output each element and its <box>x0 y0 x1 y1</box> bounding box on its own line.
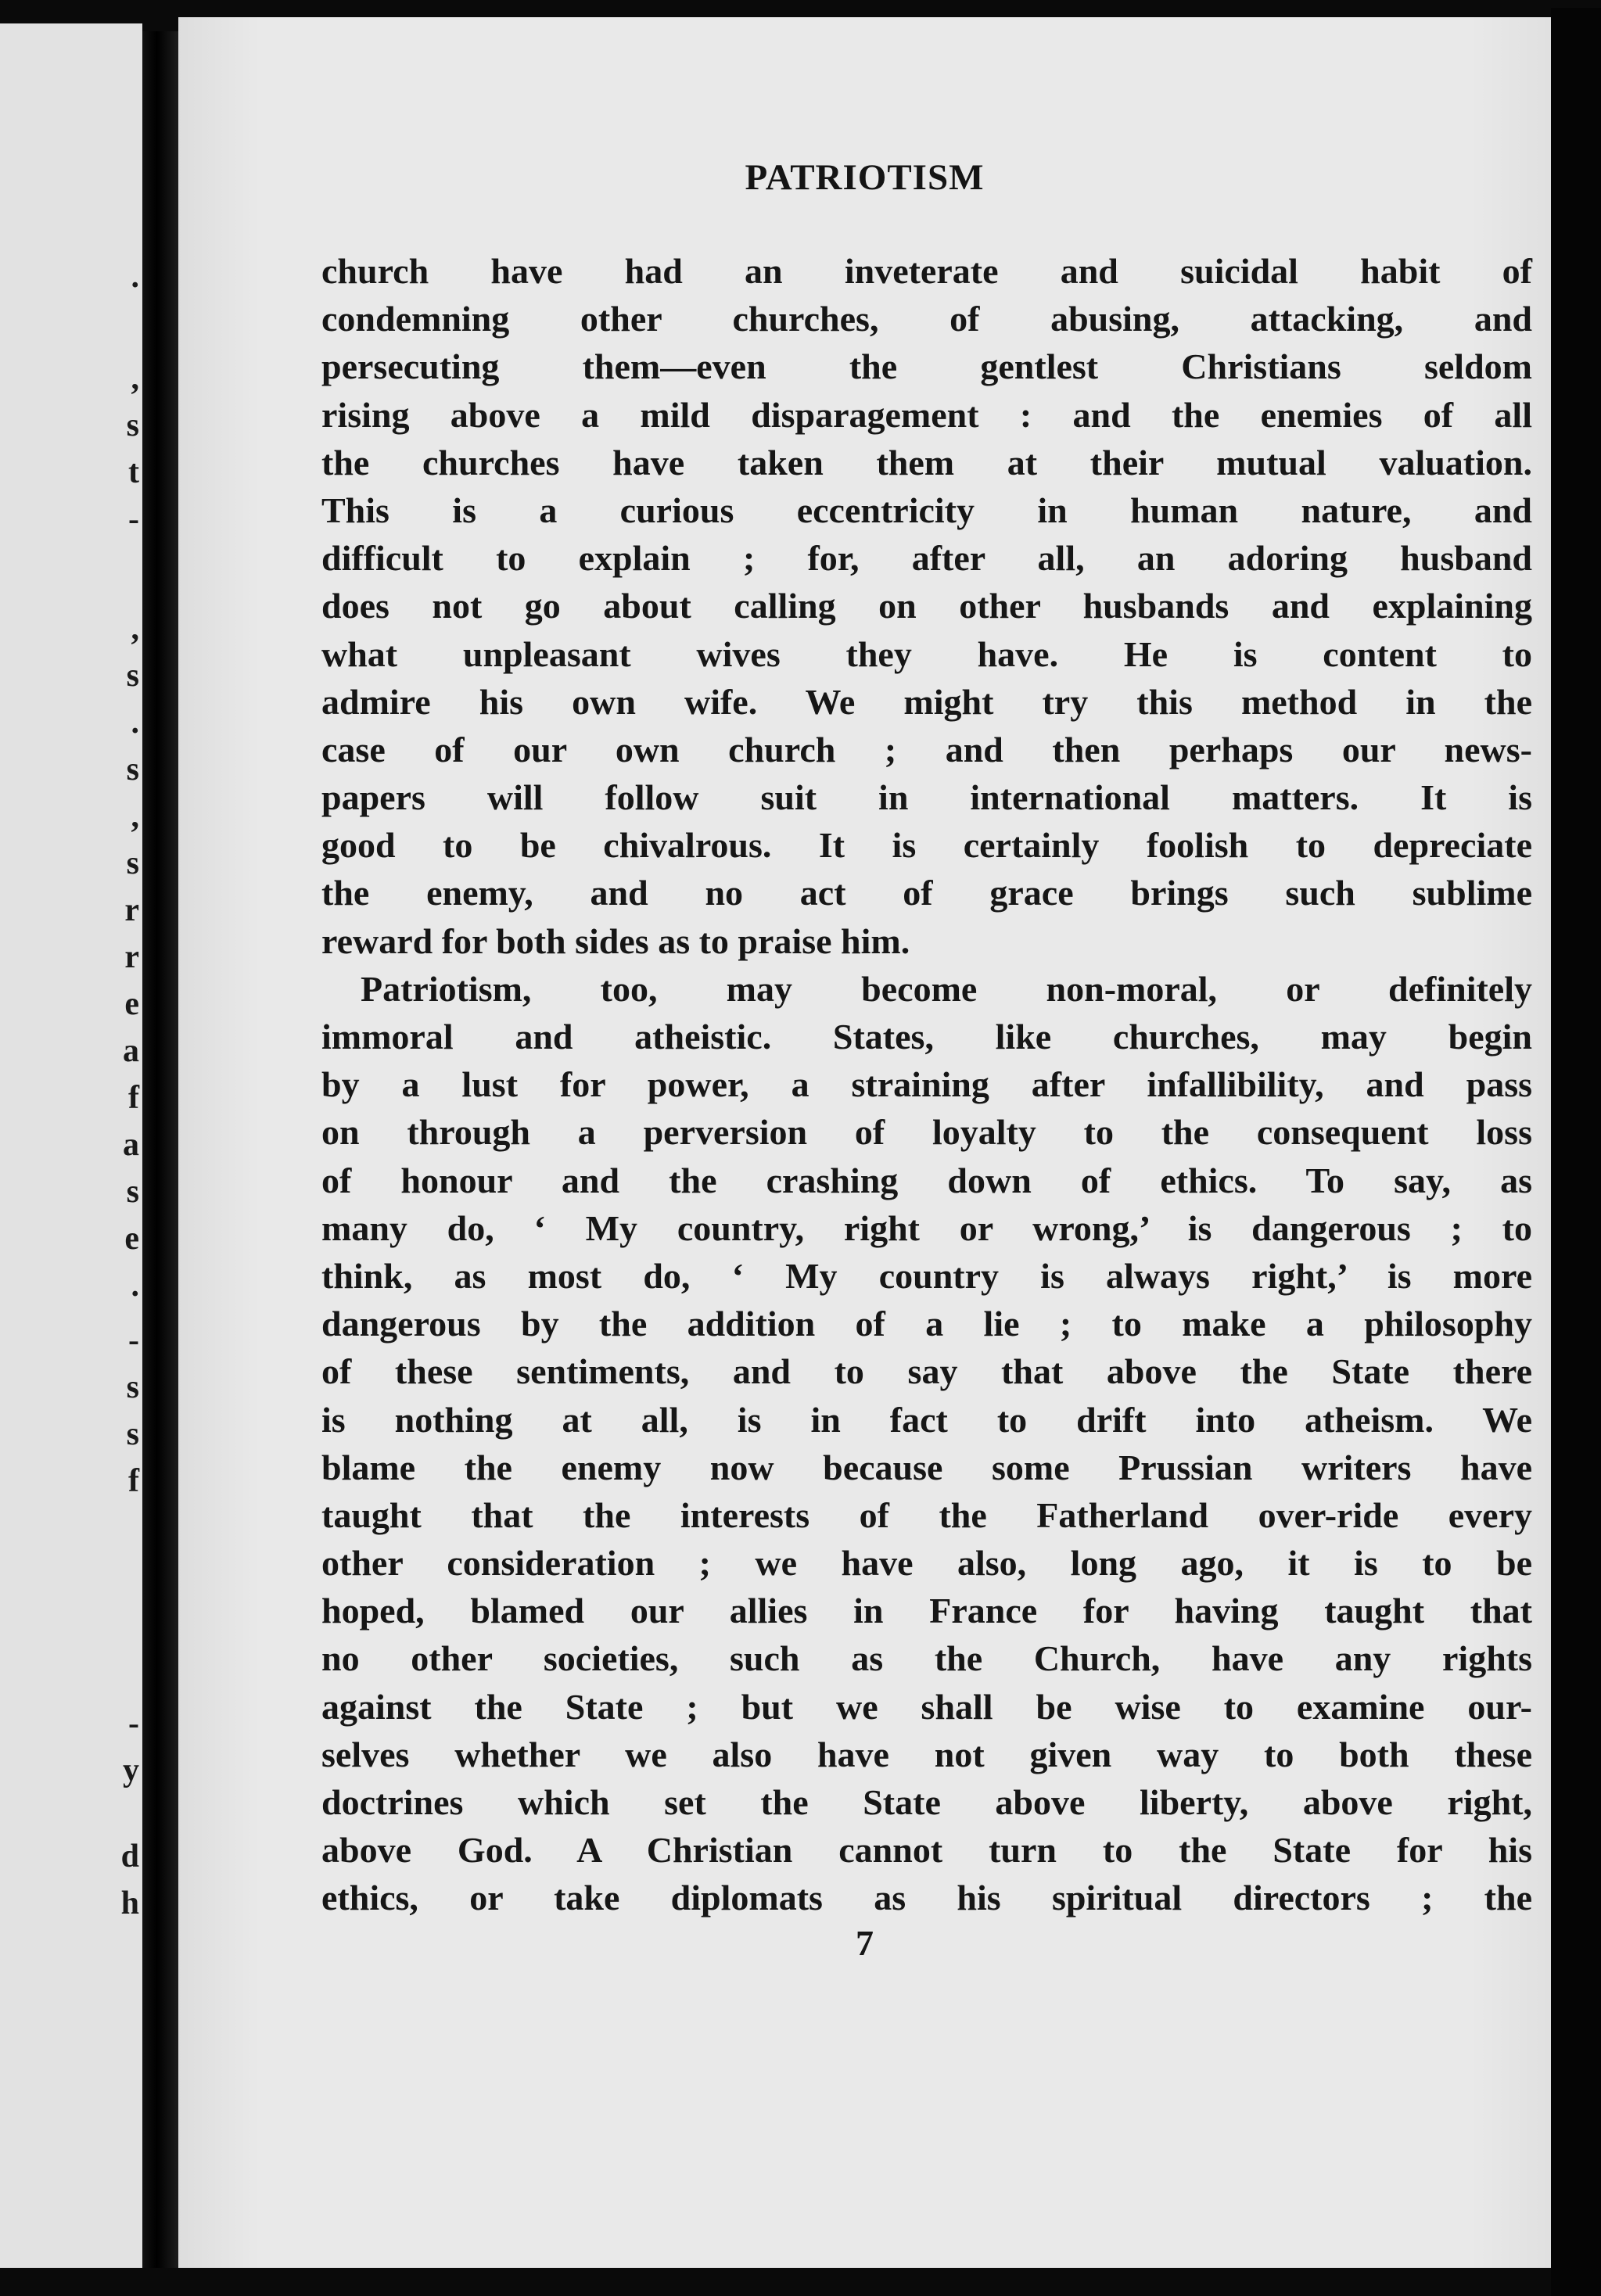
book-gutter <box>142 31 178 2268</box>
edge-letter: e <box>124 986 139 1022</box>
edge-letter: s <box>126 752 139 787</box>
edge-letter: y <box>123 1752 139 1788</box>
text-line: above God. A Christian cannot turn to the State for his <box>321 1830 1532 1871</box>
page-number: 7 <box>856 1923 874 1963</box>
edge-letter: . <box>131 705 139 741</box>
text-line: case of our own church ; and then perhaps our news- <box>321 729 1532 770</box>
scan-border <box>1551 8 1601 2296</box>
text-line: doctrines which set the State above liberty, above right, <box>321 1782 1532 1822</box>
edge-letter: - <box>128 1706 139 1742</box>
text-line: reward for both sides as to praise him. <box>321 920 910 961</box>
edge-letter: f <box>128 1463 139 1499</box>
edge-letter: r <box>124 892 139 928</box>
text-line: of these sentiments, and to say that above the State there <box>321 1351 1532 1392</box>
edge-letter: , <box>131 611 139 647</box>
text-line: good to be chivalrous. It is certainly foolish to depreciate <box>321 825 1532 866</box>
edge-letter: a <box>123 1127 139 1163</box>
text-line: papers will follow suit in international matters. It is <box>321 777 1532 818</box>
text-line: of honour and the crashing down of ethics. To say, as <box>321 1160 1532 1200</box>
edge-letter: t <box>128 454 139 490</box>
paragraph <box>321 247 1532 965</box>
previous-page-edge <box>0 23 142 2268</box>
edge-letter: e <box>124 1221 139 1257</box>
edge-letter: r <box>124 939 139 975</box>
text-line: blame the enemy now because some Prussian writers have <box>321 1447 1532 1487</box>
edge-letter: h <box>120 1885 139 1921</box>
body-text <box>321 247 1532 1922</box>
text-line: by a lust for power, a straining after infallibility, and pass <box>321 1064 1532 1105</box>
text-line: selves whether we also have not given way to both these <box>321 1734 1532 1774</box>
edge-letter: - <box>128 1322 139 1358</box>
text-line: on through a perversion of loyalty to the consequent loss <box>321 1112 1532 1153</box>
text-line: rising above a mild disparagement : and the enemies of all <box>321 394 1532 435</box>
edge-letter: . <box>131 259 139 295</box>
text-line: no other societies, such as the Church, have any rights <box>321 1638 1532 1679</box>
edge-letter: s <box>126 845 139 881</box>
edge-letter: s <box>126 1416 139 1452</box>
text-line: what unpleasant wives they have. He is content to <box>321 633 1532 674</box>
book-page <box>178 17 1551 2268</box>
text-line: against the State ; but we shall be wise to examine our- <box>321 1686 1532 1727</box>
text-line: other consideration ; we have also, long ago, it is to be <box>321 1543 1532 1584</box>
text-line: church have had an inveterate and suicidal habit of <box>321 251 1532 291</box>
edge-letter: a <box>123 1033 139 1069</box>
paragraph <box>321 965 1532 1922</box>
edge-letter: - <box>128 501 139 537</box>
text-line: is nothing at all, is in fact to drift into atheism. We <box>321 1399 1532 1440</box>
edge-letter: . <box>131 1268 139 1304</box>
edge-letter: d <box>120 1839 139 1874</box>
text-line: This is a curious eccentricity in human nature, and <box>321 490 1532 530</box>
edge-letter: f <box>128 1080 139 1116</box>
edge-letter: , <box>131 361 139 396</box>
edge-letter: s <box>126 407 139 443</box>
text-line: many do, ‘ My country, right or wrong,’ is dangerous ; to <box>321 1207 1532 1248</box>
edge-letter: , <box>131 798 139 834</box>
text-line: the enemy, and no act of grace brings such sublime <box>321 873 1532 913</box>
text-line: difficult to explain ; for, after all, an adoring husband <box>321 538 1532 579</box>
running-head: PATRIOTISM <box>745 157 985 198</box>
text-line: persecuting them—even the gentlest Christians seldom <box>321 346 1532 387</box>
text-line: dangerous by the addition of a lie ; to make a philosophy <box>321 1304 1532 1344</box>
previous-page-edge-letters <box>0 23 142 2268</box>
text-line: taught that the interests of the Fatherland over-ride every <box>321 1494 1532 1535</box>
text-line: does not go about calling on other husbands and explaining <box>321 586 1532 626</box>
text-line: think, as most do, ‘ My country is always right,’ is more <box>321 1255 1532 1296</box>
text-line: hoped, blamed our allies in France for having taught that <box>321 1591 1532 1631</box>
text-line: admire his own wife. We might try this method in the <box>321 681 1532 722</box>
text-line: ethics, or take diplomats as his spiritual directors ; the <box>321 1878 1532 1918</box>
edge-letter: s <box>126 1369 139 1405</box>
text-line: condemning other churches, of abusing, attacking, and <box>321 299 1532 339</box>
text-line: Patriotism, too, may become non-moral, or definitely <box>361 968 1532 1009</box>
edge-letter: s <box>126 658 139 694</box>
text-line: immoral and atheistic. States, like churches, may begin <box>321 1017 1532 1057</box>
text-line: the churches have taken them at their mutual valuation. <box>321 442 1532 483</box>
edge-letter: s <box>126 1174 139 1210</box>
